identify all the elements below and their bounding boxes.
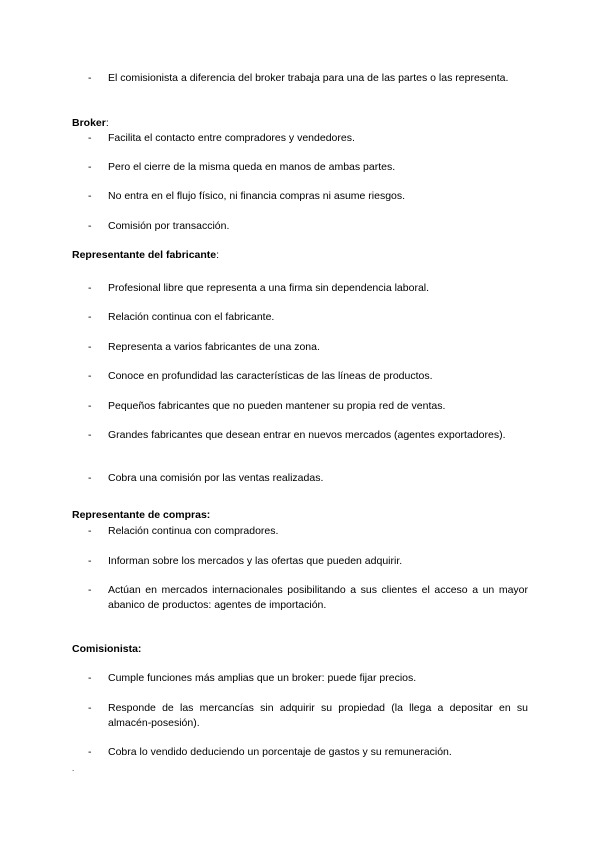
list-item-text: Informan sobre los mercados y las ofertas que pueden adquirir. — [108, 555, 403, 567]
list-item-text: El comisionista a diferencia del broker trabaja para una de las partes o las representa. — [108, 72, 509, 84]
list-item-text: Relación continua con el fabricante. — [108, 311, 275, 323]
list-item — [88, 671, 528, 686]
list-item — [88, 340, 528, 355]
section-heading-comisionista — [72, 642, 141, 656]
bullet-dash: - — [88, 341, 92, 353]
bullet-dash: - — [88, 525, 92, 537]
list-item-text: Grandes fabricantes que desean entrar en nuevos mercados (agentes exportadores). — [108, 429, 506, 441]
bullet-dash: - — [88, 72, 92, 84]
list-item-text: Cobra lo vendido deduciendo un porcentaje de gastos y su remuneración. — [108, 746, 452, 758]
list-item-text: Cobra una comisión por las ventas realizadas. — [108, 472, 324, 484]
list-item — [88, 160, 528, 175]
bullet-dash: - — [88, 584, 92, 596]
section-title: Broker — [72, 117, 106, 129]
list-item — [88, 745, 528, 760]
list-item-text: No entra en el flujo físico, ni financia compras ni asume riesgos. — [108, 190, 406, 202]
list-item-text: Pero el cierre de la misma queda en manos de ambas partes. — [108, 161, 396, 173]
list-item — [88, 471, 528, 486]
list-item — [88, 524, 528, 539]
bullet-dash: - — [88, 161, 92, 173]
list-item — [88, 369, 528, 384]
bullet-dash: - — [88, 132, 92, 144]
bullet-dash: - — [88, 311, 92, 323]
bullet-dash: - — [88, 282, 92, 294]
bullet-dash: - — [88, 472, 92, 484]
bullet-dash: - — [88, 190, 92, 202]
list-item — [88, 131, 528, 146]
section-heading-broker — [72, 116, 109, 130]
list-item-text: Responde de las mercancías sin adquirir su propiedad (la llega a depositar en su almacén-posesión). — [108, 702, 528, 729]
bullet-dash: - — [88, 400, 92, 412]
list-item-text: Relación continua con compradores. — [108, 525, 279, 537]
list-item — [88, 399, 528, 414]
list-item — [88, 281, 528, 296]
bullet-dash: - — [88, 370, 92, 382]
list-item-text: Comisión por transacción. — [108, 220, 230, 232]
list-item-text: Profesional libre que representa a una firma sin dependencia laboral. — [108, 282, 430, 294]
bullet-dash: - — [88, 555, 92, 567]
section-title: Representante de compras: — [72, 509, 211, 521]
section-heading-fabricante — [72, 248, 219, 262]
list-item — [88, 189, 528, 204]
heading-colon: : — [216, 249, 220, 261]
list-item-text: Actúan en mercados internacionales posibilitando a sus clientes el acceso a un mayor abanico de productos: agentes de importación. — [108, 584, 528, 611]
list-item-text: Cumple funciones más amplias que un broker: puede fijar precios. — [108, 672, 417, 684]
list-item-text: Pequeños fabricantes que no pueden mantener su propia red de ventas. — [108, 400, 446, 412]
list-item — [88, 310, 528, 325]
bullet-dash: - — [88, 746, 92, 758]
bullet-dash: - — [88, 220, 92, 232]
heading-colon: : — [105, 117, 109, 129]
bullet-dash: - — [88, 702, 92, 714]
stray-mark: . — [72, 764, 75, 773]
list-item-text: Facilita el contacto entre compradores y vendedores. — [108, 132, 355, 144]
list-item-text: Conoce en profundidad las características de las líneas de productos. — [108, 370, 433, 382]
list-item — [88, 583, 528, 613]
section-title: Comisionista: — [72, 643, 142, 655]
list-item-text: Representa a varios fabricantes de una zona. — [108, 341, 320, 353]
list-item — [88, 701, 528, 731]
section-heading-compras — [72, 508, 210, 522]
list-item — [88, 219, 528, 234]
list-item — [88, 428, 528, 443]
bullet-dash: - — [88, 429, 92, 441]
list-item — [88, 554, 528, 569]
bullet-dash: - — [88, 672, 92, 684]
list-item — [88, 71, 528, 86]
section-title: Representante del fabricante — [72, 249, 217, 261]
